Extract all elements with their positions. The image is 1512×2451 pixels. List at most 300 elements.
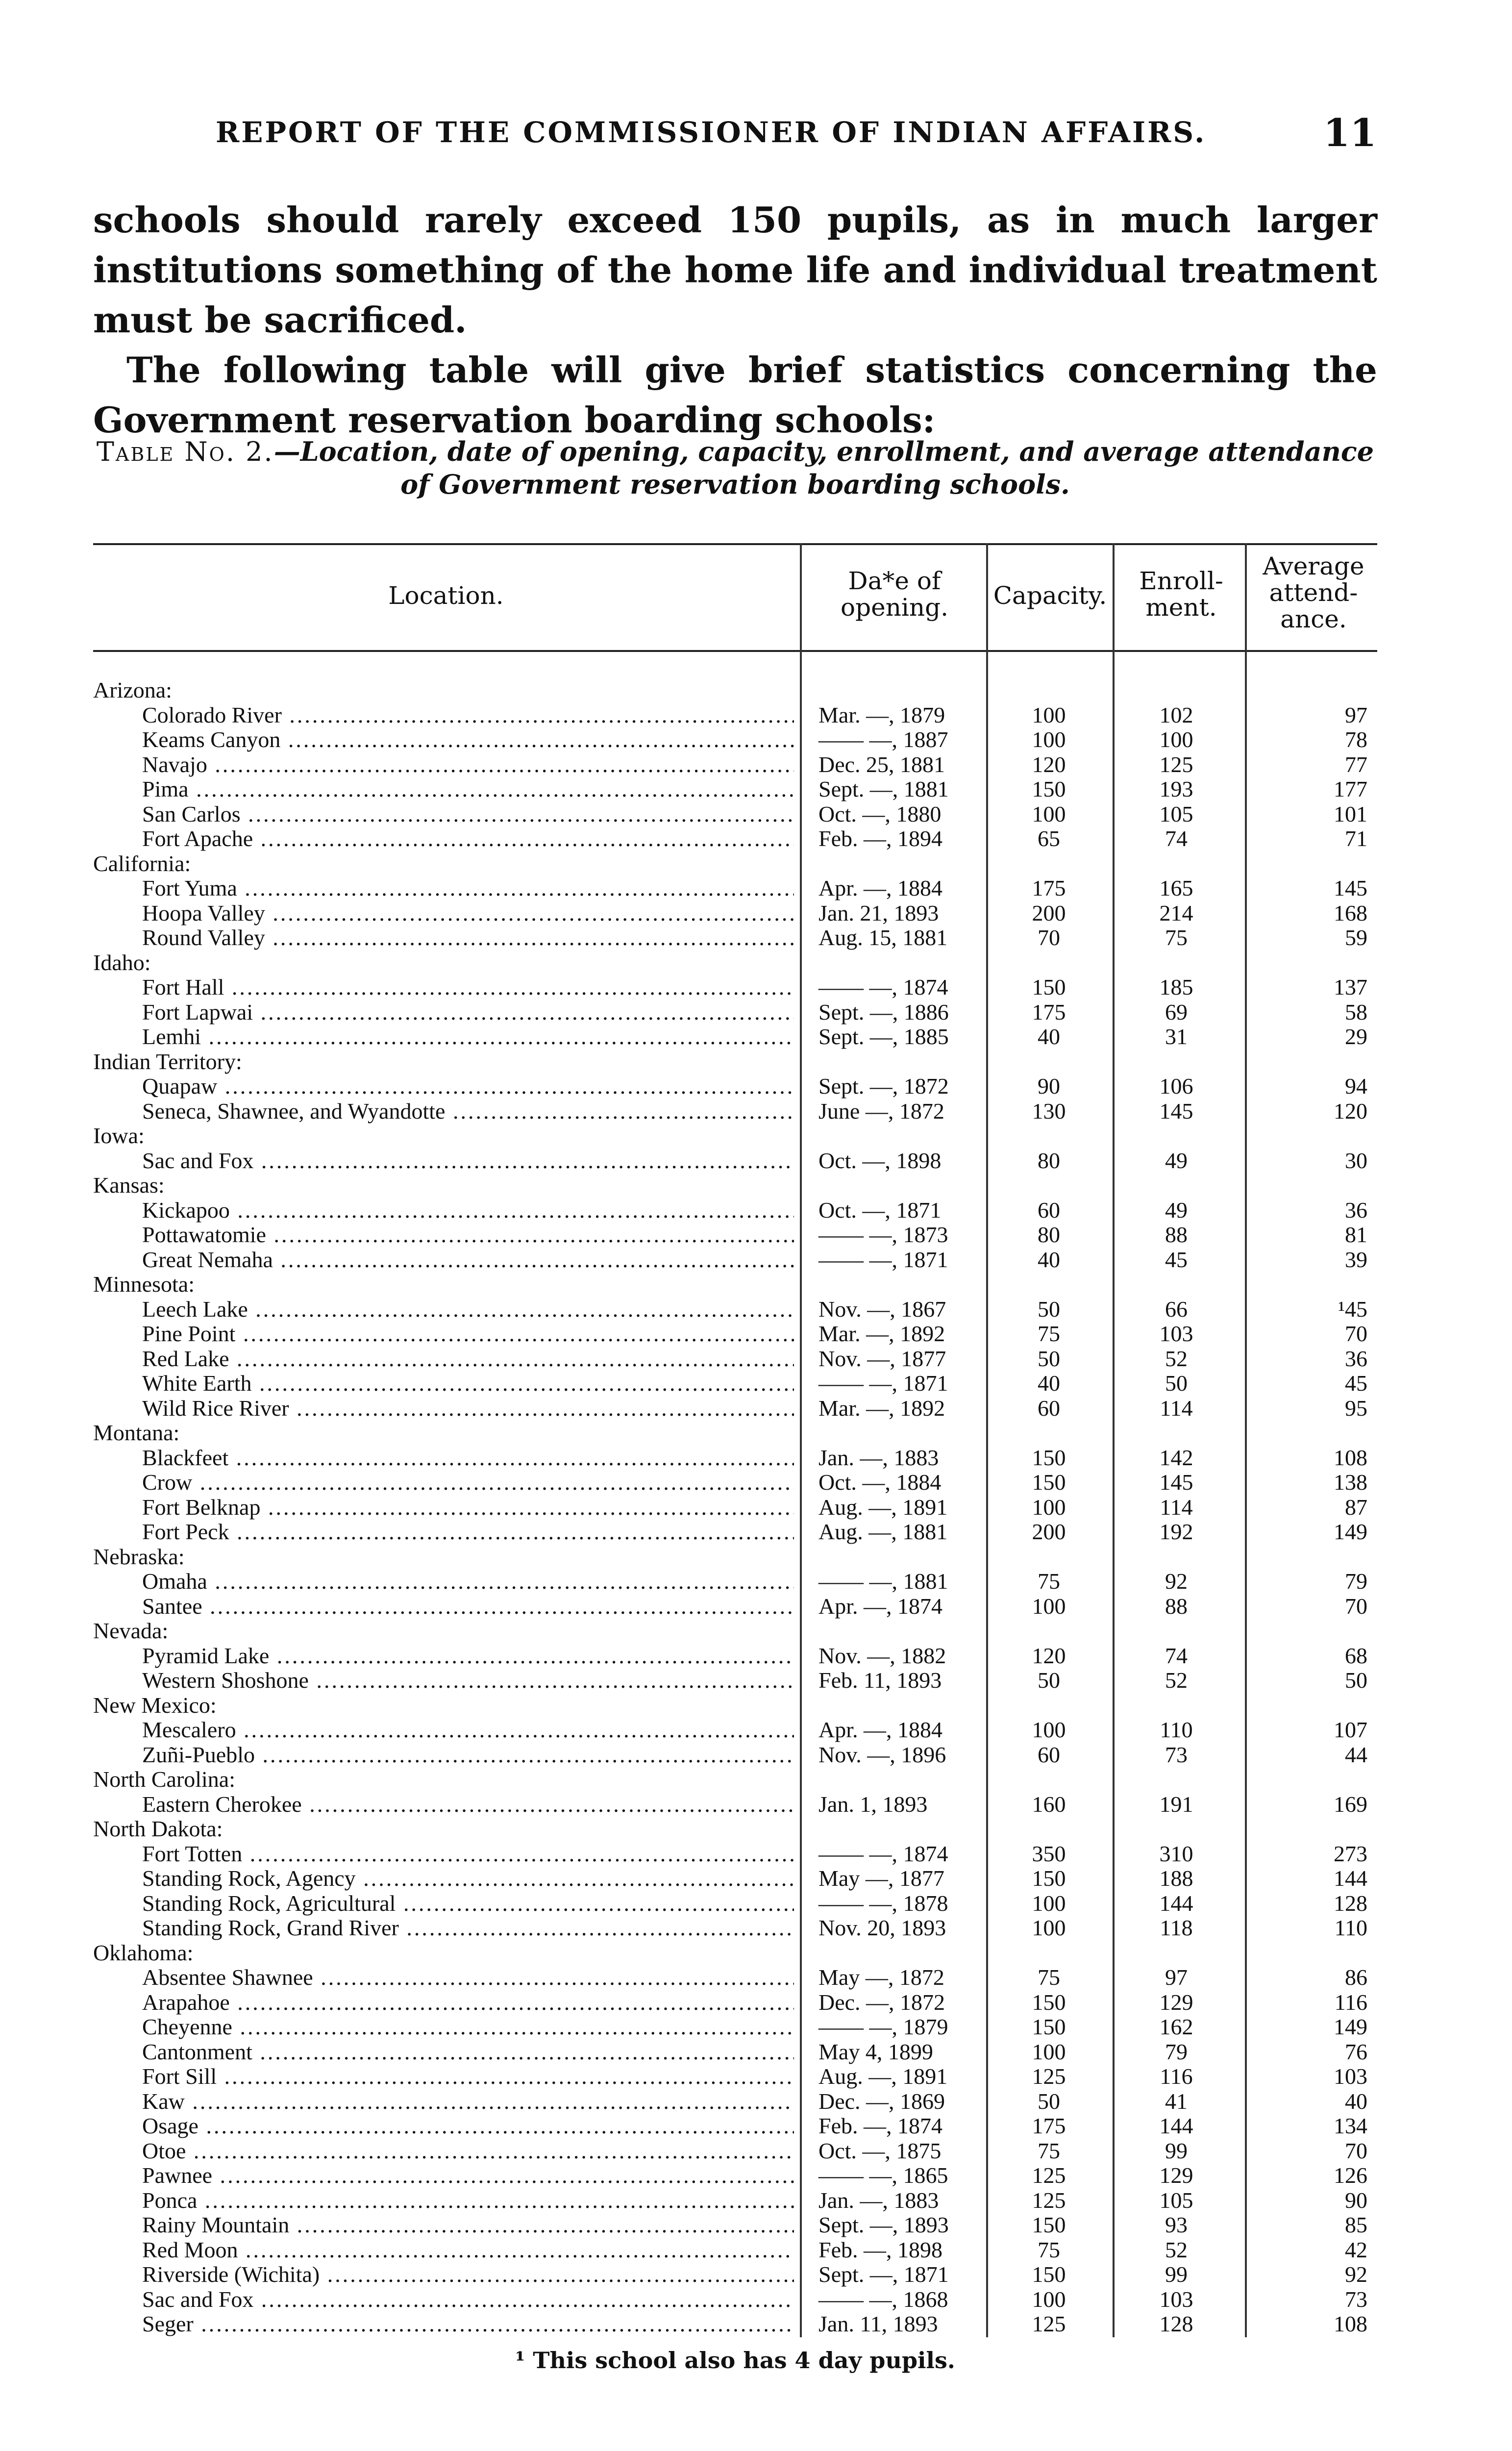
capacity-value: 90 (1038, 1074, 1060, 1099)
school-location: Navajo ..... (142, 752, 794, 777)
date-of-opening: Nov. —, 1882 (818, 1643, 946, 1668)
average-attendance-value: 77 (1345, 751, 1367, 777)
date-of-opening: Oct. —, 1898 (818, 1148, 942, 1173)
table-row (93, 2015, 1377, 2039)
table-row (93, 2287, 1377, 2312)
average-attendance-value: 70 (1345, 2138, 1367, 2163)
average-attendance-value: 110 (1334, 1915, 1367, 1940)
average-attendance-value: 79 (1345, 1569, 1367, 1594)
school-location: Great Nemaha ..... (142, 1248, 794, 1272)
date-of-opening: Oct. —, 1884 (818, 1470, 942, 1495)
table-row (93, 2262, 1377, 2287)
enrollment-value: 188 (1159, 1866, 1193, 1891)
enrollment-value: 129 (1159, 1989, 1193, 2015)
state-name: Nevada: (93, 1619, 169, 1643)
school-location: Eastern Cherokee ..... (142, 1792, 794, 1817)
enrollment-value: 31 (1165, 1024, 1188, 1049)
date-of-opening: May 4, 1899 (818, 2039, 933, 2064)
capacity-value: 150 (1032, 1470, 1066, 1495)
running-head: REPORT OF THE COMMISSIONER OF INDIAN AFFAIRS. (216, 116, 1207, 149)
table-row (93, 1668, 1377, 1693)
capacity-value: 150 (1032, 776, 1066, 801)
school-location: Wild Rice River ..... (142, 1396, 794, 1421)
capacity-value: 120 (1032, 1643, 1066, 1668)
capacity-value: 125 (1032, 2163, 1066, 2188)
state-row (93, 1173, 1377, 1198)
state-name: North Dakota: (93, 1817, 223, 1841)
date-of-opening: Jan. 1, 1893 (818, 1791, 928, 1817)
school-location: Colorado River ..... (142, 703, 794, 727)
state-row (93, 1817, 1377, 1841)
average-attendance-value: 40 (1345, 2088, 1367, 2114)
enrollment-value: 88 (1165, 1593, 1188, 1619)
average-attendance-value: 107 (1334, 1717, 1367, 1742)
enrollment-value: 93 (1165, 2212, 1188, 2237)
school-location: Quapaw ..... (142, 1074, 794, 1099)
intro-paragraph-1: schools should rarely exceed 150 pupils, as in much larger institutions something of the home life and individual treatment must be sacrificed. (93, 199, 1377, 341)
date-of-opening: Jan. 11, 1893 (818, 2311, 938, 2336)
capacity-value: 125 (1032, 2064, 1066, 2089)
enrollment-value: 74 (1165, 1643, 1188, 1668)
table-row (93, 752, 1377, 777)
table-row (93, 826, 1377, 851)
average-attendance-value: 145 (1334, 875, 1367, 900)
table-row (93, 1842, 1377, 1866)
average-attendance-value: 138 (1334, 1470, 1367, 1495)
table-row (93, 2040, 1377, 2064)
table-row (93, 1000, 1377, 1025)
capacity-value: 350 (1032, 1841, 1066, 1866)
school-location: Kaw ..... (142, 2089, 794, 2114)
table-row (93, 2163, 1377, 2188)
state-row (93, 1767, 1377, 1792)
capacity-value: 60 (1038, 1395, 1060, 1421)
school-location: Zuñi-Pueblo ..... (142, 1743, 794, 1767)
state-name: New Mexico: (93, 1693, 217, 1718)
enrollment-value: 92 (1165, 1569, 1188, 1594)
school-location: Osage ..... (142, 2114, 794, 2138)
table-row (93, 1644, 1377, 1668)
date-of-opening: Dec. 25, 1881 (818, 751, 945, 777)
enrollment-value: 110 (1160, 1717, 1193, 1742)
table-row (93, 1099, 1377, 1124)
capacity-value: 60 (1038, 1742, 1060, 1767)
state-row (93, 1272, 1377, 1297)
table-row (93, 1990, 1377, 2015)
average-attendance-value: 71 (1345, 826, 1367, 851)
enrollment-value: 144 (1159, 2113, 1193, 2138)
school-location: Pine Point ..... (142, 1322, 794, 1346)
date-of-opening: Aug. 15, 1881 (818, 925, 948, 950)
average-attendance-value: 116 (1334, 1989, 1367, 2015)
school-location: Leech Lake ..... (142, 1297, 794, 1322)
average-attendance-value: 137 (1334, 975, 1367, 1000)
capacity-value: 50 (1038, 1668, 1060, 1693)
enrollment-value: 50 (1165, 1371, 1188, 1396)
capacity-value: 125 (1032, 2311, 1066, 2336)
capacity-value: 100 (1032, 801, 1066, 826)
table-row (93, 975, 1377, 1000)
state-name: Oklahoma: (93, 1940, 194, 1965)
date-of-opening: Mar. —, 1892 (818, 1321, 945, 1346)
school-location: Standing Rock, Agency ..... (142, 1866, 794, 1891)
enrollment-value: 144 (1159, 1890, 1193, 1916)
enrollment-value: 191 (1159, 1791, 1193, 1817)
date-of-opening: —— —, 1868 (818, 2286, 948, 2312)
date-of-opening: Apr. —, 1884 (818, 1717, 942, 1742)
capacity-value: 75 (1038, 2138, 1060, 2163)
enrollment-value: 145 (1159, 1098, 1193, 1124)
average-attendance-value: 126 (1334, 2163, 1367, 2188)
enrollment-value: 128 (1159, 2311, 1193, 2336)
average-attendance-value: 76 (1345, 2039, 1367, 2064)
average-attendance-value: ¹45 (1338, 1296, 1367, 1322)
date-of-opening: Mar. —, 1892 (818, 1395, 945, 1421)
state-name: Indian Territory: (93, 1049, 242, 1074)
average-attendance-value: 92 (1345, 2262, 1367, 2287)
capacity-value: 100 (1032, 1915, 1066, 1940)
school-location: Red Lake ..... (142, 1347, 794, 1371)
date-of-opening: Sept. —, 1872 (818, 1074, 949, 1099)
school-location: Kickapoo ..... (142, 1198, 794, 1223)
table-row (93, 1891, 1377, 1916)
capacity-value: 100 (1032, 1890, 1066, 1916)
header-capacity: Capacity. (993, 581, 1107, 610)
state-row (93, 1124, 1377, 1148)
table-row (93, 1371, 1377, 1396)
date-of-opening: Sept. —, 1871 (818, 2262, 949, 2287)
date-of-opening: Jan. 21, 1893 (818, 900, 939, 925)
capacity-value: 100 (1032, 2039, 1066, 2064)
average-attendance-value: 59 (1345, 925, 1367, 950)
average-attendance-value: 73 (1345, 2286, 1367, 2312)
table-row (93, 2188, 1377, 2213)
school-location: Cantonment ..... (142, 2040, 794, 2064)
enrollment-value: 73 (1165, 1742, 1188, 1767)
school-location: Seneca, Shawnee, and Wyandotte ..... (142, 1099, 794, 1124)
date-of-opening: May —, 1877 (818, 1866, 944, 1891)
enrollment-value: 97 (1165, 1965, 1188, 1990)
school-location: Pima ..... (142, 777, 794, 801)
state-row (93, 1941, 1377, 1965)
table-header-rule (93, 650, 1377, 652)
capacity-value: 150 (1032, 1866, 1066, 1891)
table-row (93, 1718, 1377, 1742)
table-row (93, 1916, 1377, 1940)
average-attendance-value: 101 (1334, 801, 1367, 826)
table-row (93, 777, 1377, 801)
capacity-value: 150 (1032, 1445, 1066, 1470)
capacity-value: 75 (1038, 1321, 1060, 1346)
date-of-opening: Nov. —, 1896 (818, 1742, 946, 1767)
date-of-opening: —— —, 1873 (818, 1222, 948, 1247)
page-number: 11 (1323, 111, 1377, 155)
date-of-opening: Oct. —, 1871 (818, 1197, 942, 1223)
table-row (93, 1149, 1377, 1173)
school-location: Fort Apache ..... (142, 826, 794, 851)
capacity-value: 40 (1038, 1371, 1060, 1396)
capacity-value: 150 (1032, 975, 1066, 1000)
average-attendance-value: 169 (1334, 1791, 1367, 1817)
average-attendance-value: 97 (1345, 702, 1367, 727)
table-row (93, 2238, 1377, 2262)
school-location: Seger ..... (142, 2312, 794, 2336)
date-of-opening: —— —, 1879 (818, 2014, 948, 2039)
table-row (93, 1223, 1377, 1247)
capacity-value: 80 (1038, 1222, 1060, 1247)
school-location: Pottawatomie ..... (142, 1223, 794, 1247)
date-of-opening: —— —, 1874 (818, 1841, 948, 1866)
average-attendance-value: 29 (1345, 1024, 1367, 1049)
capacity-value: 100 (1032, 2286, 1066, 2312)
capacity-value: 40 (1038, 1024, 1060, 1049)
school-location: Fort Lapwai ..... (142, 1000, 794, 1025)
average-attendance-value: 273 (1334, 1841, 1367, 1866)
school-location: Standing Rock, Agricultural ..... (142, 1891, 794, 1916)
table-row (93, 727, 1377, 752)
date-of-opening: Dec. —, 1872 (818, 1989, 945, 2015)
state-name: Idaho: (93, 950, 151, 975)
school-location: Sac and Fox ..... (142, 1149, 794, 1173)
state-name: Iowa: (93, 1124, 145, 1148)
average-attendance-value: 103 (1334, 2064, 1367, 2089)
school-location: Santee ..... (142, 1594, 794, 1619)
date-of-opening: Oct. —, 1875 (818, 2138, 942, 2163)
date-of-opening: Aug. —, 1891 (818, 1494, 948, 1520)
date-of-opening: Feb. —, 1898 (818, 2237, 942, 2262)
date-of-opening: Nov. 20, 1893 (818, 1915, 946, 1940)
average-attendance-value: 168 (1334, 900, 1367, 925)
capacity-value: 75 (1038, 1965, 1060, 1990)
enrollment-value: 114 (1160, 1395, 1193, 1421)
state-row (93, 1050, 1377, 1074)
table-row (93, 703, 1377, 727)
enrollment-value: 99 (1165, 2138, 1188, 2163)
state-row (93, 678, 1377, 702)
enrollment-value: 162 (1159, 2014, 1193, 2039)
enrollment-value: 103 (1159, 1321, 1193, 1346)
header-average-attendance: Average attend- ance. (1263, 552, 1364, 633)
average-attendance-value: 30 (1345, 1148, 1367, 1173)
capacity-value: 100 (1032, 1717, 1066, 1742)
capacity-value: 50 (1038, 2088, 1060, 2114)
capacity-value: 120 (1032, 751, 1066, 777)
school-location: Round Valley ..... (142, 925, 794, 950)
school-location: San Carlos ..... (142, 802, 794, 826)
data-table (93, 543, 1377, 2337)
average-attendance-value: 149 (1334, 1519, 1367, 1544)
date-of-opening: Sept. —, 1886 (818, 999, 949, 1025)
enrollment-value: 88 (1165, 1222, 1188, 1247)
capacity-value: 80 (1038, 1148, 1060, 1173)
school-location: Sac and Fox ..... (142, 2287, 794, 2312)
capacity-value: 150 (1032, 1989, 1066, 2015)
enrollment-value: 214 (1159, 900, 1193, 925)
enrollment-value: 49 (1165, 1197, 1188, 1223)
school-location: Riverside (Wichita) ..... (142, 2262, 794, 2287)
capacity-value: 200 (1032, 900, 1066, 925)
state-name: Kansas: (93, 1173, 165, 1198)
state-name: Montana: (93, 1421, 180, 1445)
state-row (93, 851, 1377, 876)
capacity-value: 100 (1032, 727, 1066, 752)
enrollment-value: 114 (1160, 1494, 1193, 1520)
table-row (93, 1074, 1377, 1099)
school-location: Keams Canyon ..... (142, 727, 794, 752)
enrollment-value: 118 (1160, 1915, 1193, 1940)
state-name: Arizona: (93, 678, 172, 702)
capacity-value: 150 (1032, 2014, 1066, 2039)
date-of-opening: Feb. —, 1894 (818, 826, 942, 851)
average-attendance-value: 177 (1334, 776, 1367, 801)
enrollment-value: 52 (1165, 1668, 1188, 1693)
date-of-opening: Apr. —, 1884 (818, 875, 942, 900)
date-of-opening: —— —, 1871 (818, 1247, 948, 1272)
average-attendance-value: 50 (1345, 1668, 1367, 1693)
date-of-opening: Dec. —, 1869 (818, 2088, 945, 2114)
school-location: Rainy Mountain ..... (142, 2213, 794, 2237)
table-row (93, 925, 1377, 950)
school-location: Red Moon ..... (142, 2238, 794, 2262)
date-of-opening: Jan. —, 1883 (818, 2187, 939, 2213)
average-attendance-value: 128 (1334, 1890, 1367, 1916)
average-attendance-value: 85 (1345, 2212, 1367, 2237)
enrollment-value: 52 (1165, 1346, 1188, 1371)
table-row (93, 2139, 1377, 2163)
school-location: Hoopa Valley ..... (142, 901, 794, 925)
enrollment-value: 52 (1165, 2237, 1188, 2262)
enrollment-value: 102 (1159, 702, 1193, 727)
enrollment-value: 142 (1159, 1445, 1193, 1470)
table-row (93, 1569, 1377, 1594)
state-name: Minnesota: (93, 1272, 195, 1297)
date-of-opening: June —, 1872 (818, 1098, 944, 1124)
state-row (93, 1421, 1377, 1445)
table-row (93, 1322, 1377, 1346)
table-row (93, 1495, 1377, 1520)
table-caption (93, 435, 1377, 501)
school-location: Fort Hall ..... (142, 975, 794, 1000)
average-attendance-value: 44 (1345, 1742, 1367, 1767)
school-location: Lemhi ..... (142, 1025, 794, 1049)
capacity-value: 75 (1038, 2237, 1060, 2262)
average-attendance-value: 94 (1345, 1074, 1367, 1099)
school-location: Mescalero ..... (142, 1718, 794, 1742)
capacity-value: 125 (1032, 2187, 1066, 2213)
table-row (93, 876, 1377, 900)
average-attendance-value: 108 (1334, 2311, 1367, 2336)
average-attendance-value: 70 (1345, 1321, 1367, 1346)
average-attendance-value: 45 (1345, 1371, 1367, 1396)
average-attendance-value: 36 (1345, 1197, 1367, 1223)
table-row (93, 802, 1377, 826)
table-row (93, 2213, 1377, 2237)
school-location: Otoe ..... (142, 2139, 794, 2163)
enrollment-value: 79 (1165, 2039, 1188, 2064)
capacity-value: 175 (1032, 999, 1066, 1025)
table-caption-text: —Location, date of opening, capacity, enrollment, and average attendance of Government reservation boarding schools. (273, 436, 1374, 500)
enrollment-value: 129 (1159, 2163, 1193, 2188)
table-caption-label: Table No. 2. (96, 436, 274, 467)
school-location: Fort Totten ..... (142, 1842, 794, 1866)
average-attendance-value: 36 (1345, 1346, 1367, 1371)
school-location: Standing Rock, Grand River ..... (142, 1916, 794, 1940)
date-of-opening: May —, 1872 (818, 1965, 944, 1990)
school-location: Western Shoshone ..... (142, 1668, 794, 1693)
table-row (93, 2089, 1377, 2114)
date-of-opening: —— —, 1878 (818, 1890, 948, 1916)
state-name: North Carolina: (93, 1767, 235, 1792)
table-row (93, 1965, 1377, 1990)
enrollment-value: 74 (1165, 826, 1188, 851)
enrollment-value: 45 (1165, 1247, 1188, 1272)
school-location: Pawnee ..... (142, 2163, 794, 2188)
capacity-value: 100 (1032, 1593, 1066, 1619)
date-of-opening: —— —, 1874 (818, 975, 948, 1000)
average-attendance-value: 90 (1345, 2187, 1367, 2213)
state-row (93, 950, 1377, 975)
table-row (93, 1792, 1377, 1817)
school-location: Omaha ..... (142, 1569, 794, 1594)
enrollment-value: 103 (1159, 2286, 1193, 2312)
date-of-opening: Feb. 11, 1893 (818, 1668, 942, 1693)
average-attendance-value: 81 (1345, 1222, 1367, 1247)
enrollment-value: 100 (1159, 727, 1193, 752)
date-of-opening: Nov. —, 1877 (818, 1346, 946, 1371)
enrollment-value: 105 (1159, 2187, 1193, 2213)
average-attendance-value: 78 (1345, 727, 1367, 752)
average-attendance-value: 68 (1345, 1643, 1367, 1668)
table-row (93, 1198, 1377, 1223)
table-row (93, 1594, 1377, 1619)
state-row (93, 1545, 1377, 1569)
table-row (93, 1470, 1377, 1495)
date-of-opening: Sept. —, 1881 (818, 776, 949, 801)
table-row (93, 1446, 1377, 1470)
date-of-opening: Aug. —, 1891 (818, 2064, 948, 2089)
header-location: Location. (388, 581, 504, 610)
average-attendance-value: 108 (1334, 1445, 1367, 1470)
capacity-value: 40 (1038, 1247, 1060, 1272)
school-location: White Earth ..... (142, 1371, 794, 1396)
school-location: Fort Sill ..... (142, 2064, 794, 2089)
table-row (93, 1297, 1377, 1322)
enrollment-value: 185 (1159, 975, 1193, 1000)
table-row (93, 1520, 1377, 1544)
table-row (93, 1396, 1377, 1421)
enrollment-value: 75 (1165, 925, 1188, 950)
enrollment-value: 41 (1165, 2088, 1188, 2114)
capacity-value: 50 (1038, 1296, 1060, 1322)
state-name: California: (93, 851, 191, 876)
enrollment-value: 106 (1159, 1074, 1193, 1099)
enrollment-value: 145 (1159, 1470, 1193, 1495)
date-of-opening: Nov. —, 1867 (818, 1296, 946, 1322)
school-location: Fort Yuma ..... (142, 876, 794, 900)
average-attendance-value: 86 (1345, 1965, 1367, 1990)
capacity-value: 150 (1032, 2212, 1066, 2237)
table-top-rule (93, 543, 1377, 545)
table-row (93, 2312, 1377, 2336)
school-location: Fort Peck ..... (142, 1520, 794, 1544)
capacity-value: 130 (1032, 1098, 1066, 1124)
capacity-value: 175 (1032, 875, 1066, 900)
date-of-opening: Feb. —, 1874 (818, 2113, 942, 2138)
intro-text (93, 195, 1377, 445)
school-location: Blackfeet ..... (142, 1446, 794, 1470)
table-row (93, 1025, 1377, 1049)
average-attendance-value: 134 (1334, 2113, 1367, 2138)
